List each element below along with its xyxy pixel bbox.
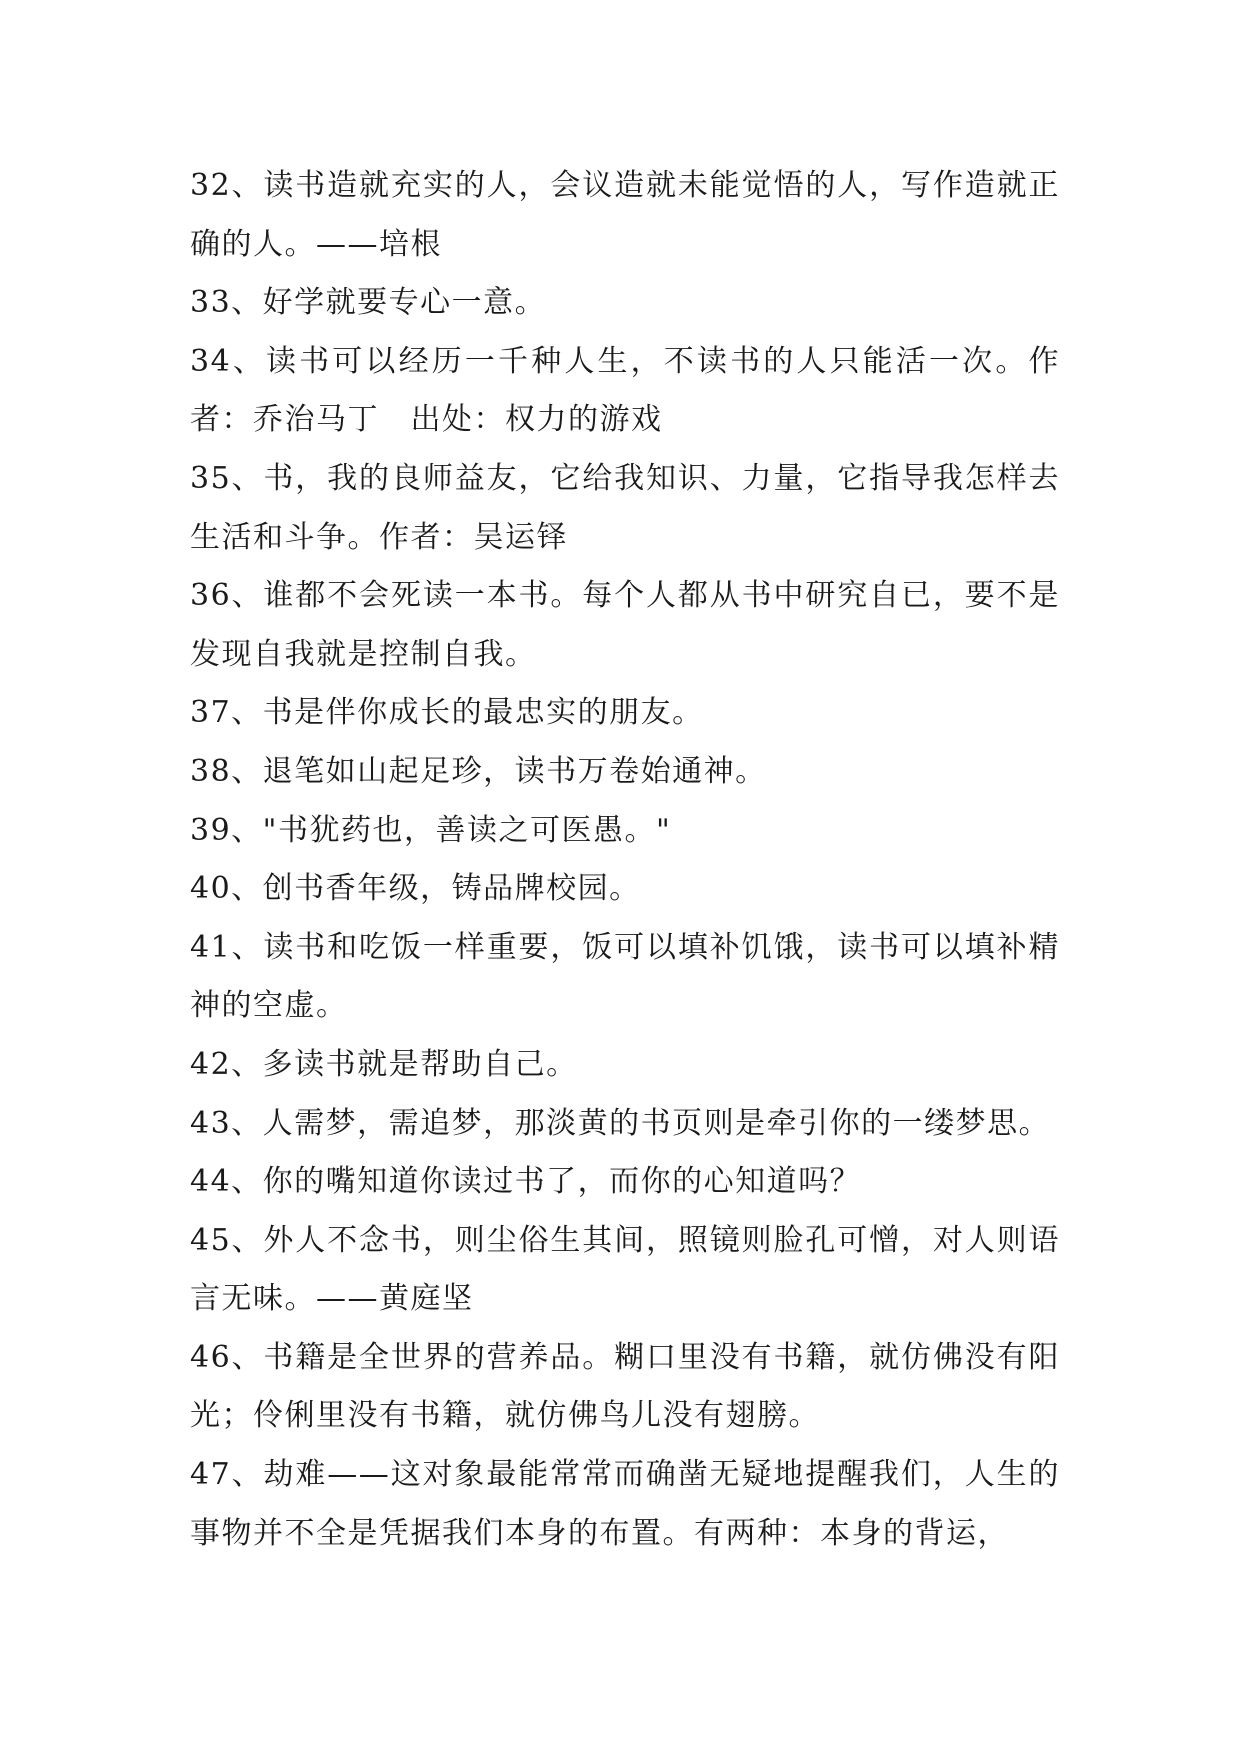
quote-37: 37、书是伴你成长的最忠实的朋友。	[190, 695, 704, 731]
quote-44: 44、你的嘴知道你读过书了，而你的心知道吗？	[190, 1164, 862, 1200]
quote-32: 32、读书造就充实的人，会议造就未能觉悟的人，写作造就正确的人。——培根	[190, 168, 1060, 262]
quote-list	[190, 157, 1060, 1563]
quote-42: 42、多读书就是帮助自己。	[190, 1046, 578, 1082]
quote-41: 41、读书和吃饭一样重要，饭可以填补饥饿，读书可以填补精神的空虚。	[190, 929, 1060, 1024]
quote-45: 45、外人不念书，则尘俗生其间，照镜则脸孔可憎，对人则语言无味。——黄庭坚	[190, 1222, 1060, 1317]
quote-43: 43、人需梦，需追梦，那淡黄的书页则是牵引你的一缕梦思。	[190, 1105, 1051, 1141]
quote-38: 38、退笔如山起足珍，读书万卷始通神。	[190, 753, 767, 789]
quote-36: 36、谁都不会死读一本书。每个人都从书中研究自已，要不是发现自我就是控制自我。	[190, 578, 1060, 672]
quote-34: 34、读书可以经历一千种人生，不读书的人只能活一次。作者：乔治马丁 出处：权力的游戏	[190, 343, 1060, 438]
quote-40: 40、创书香年级，铸品牌校园。	[190, 871, 641, 907]
quote-46: 46、书籍是全世界的营养品。糊口里没有书籍，就仿佛没有阳光；伶俐里没有书籍，就仿佛鸟儿没有翅膀。	[190, 1339, 1060, 1434]
quote-33: 33、好学就要专心一意。	[190, 285, 547, 321]
quote-35: 35、书，我的良师益友，它给我知识、力量，它指导我怎样去生活和斗争。作者：吴运铎	[190, 460, 1060, 555]
quote-39: 39、"书犹药也，善读之可医愚。"	[190, 812, 672, 848]
quote-47: 47、劫难——这对象最能常常而确凿无疑地提醒我们，人生的事物并不全是凭据我们本身的布置。有两种：本身的背运，	[190, 1457, 1060, 1551]
